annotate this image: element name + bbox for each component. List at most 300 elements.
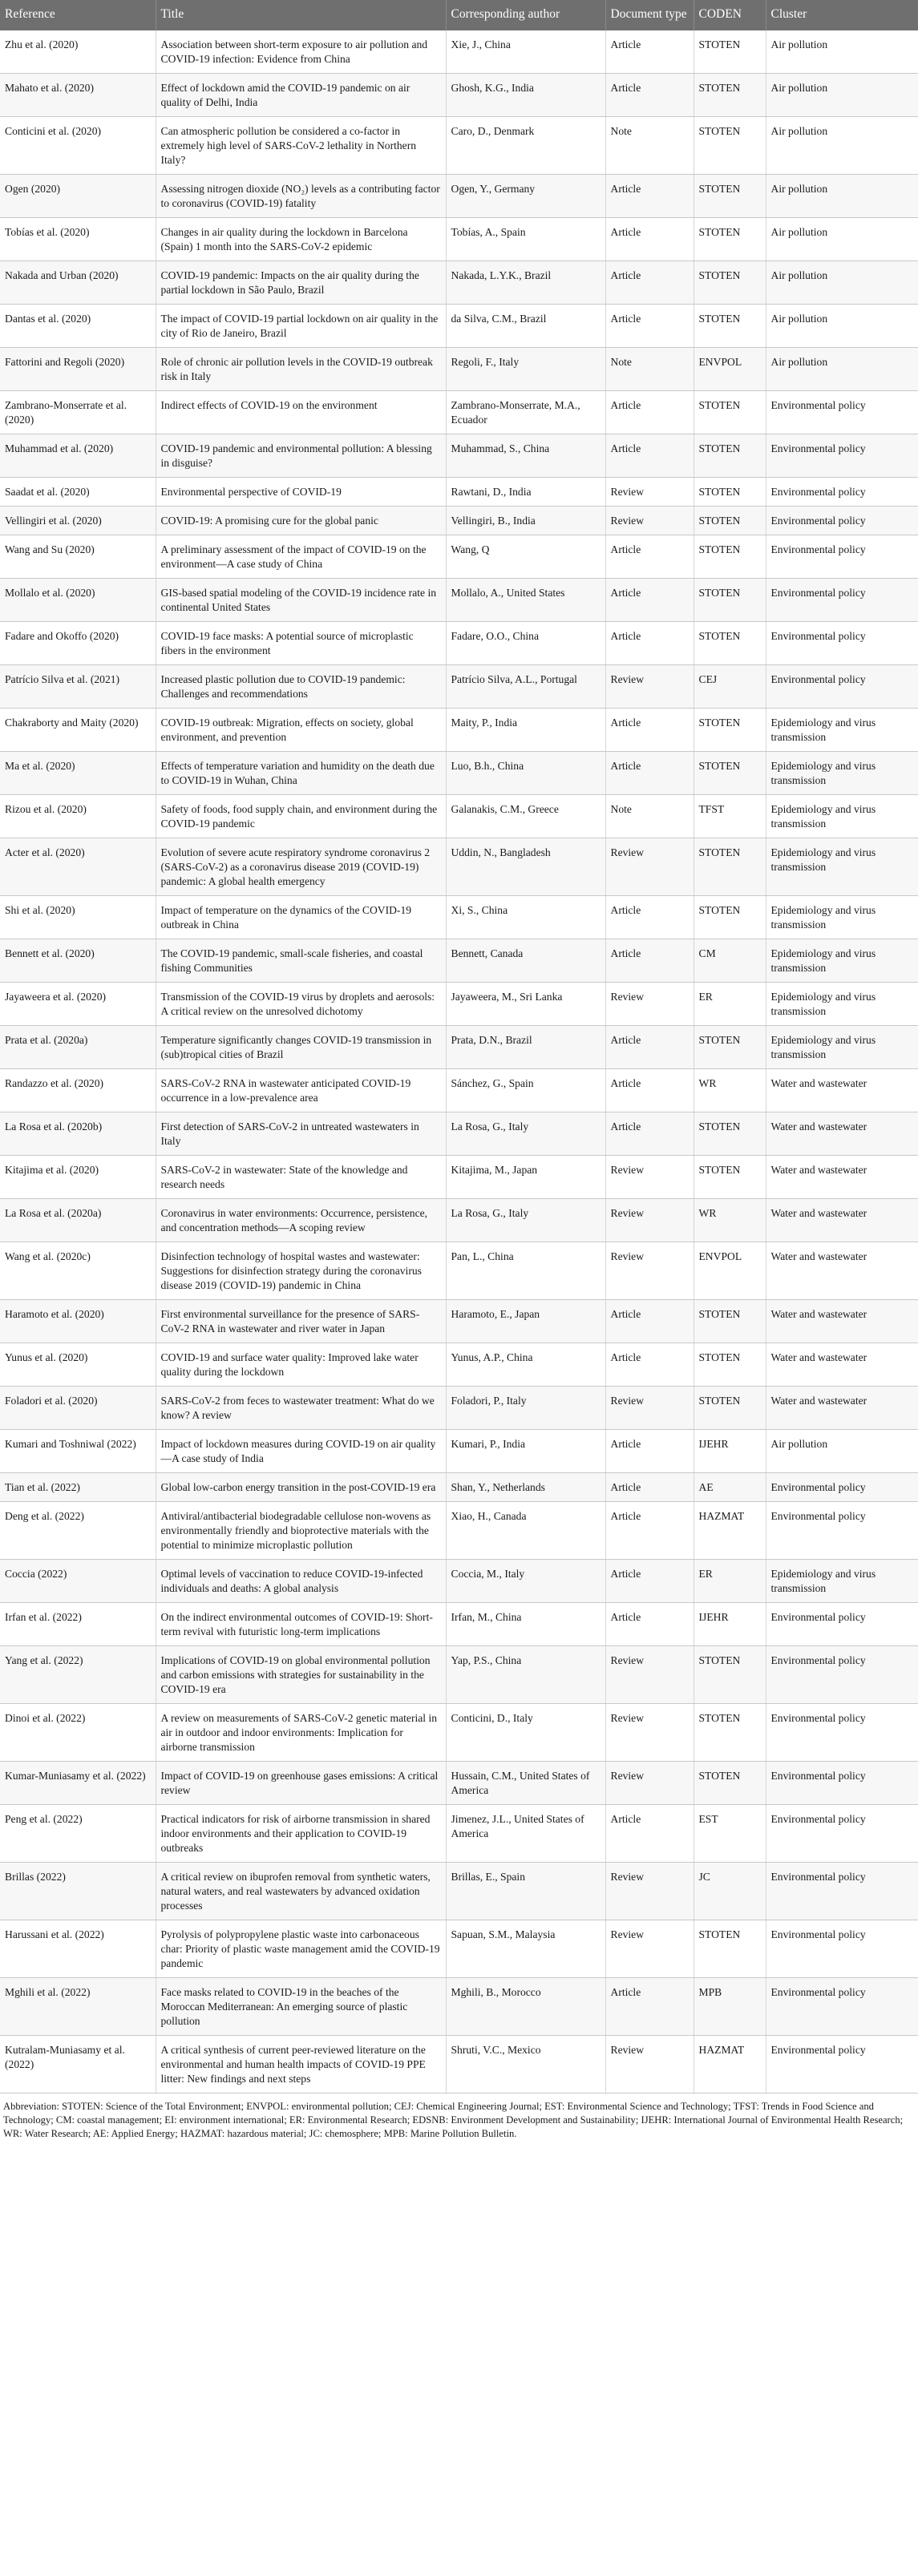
coden-cell: TFST (694, 795, 766, 838)
table-row (0, 1762, 918, 1805)
title-cell: Indirect effects of COVID-19 on the environment (156, 391, 446, 434)
coden-cell: STOTEN (694, 535, 766, 579)
corresponding-author-cell: Jayaweera, M., Sri Lanka (446, 983, 605, 1026)
cluster-cell: Epidemiology and virus transmission (766, 752, 918, 795)
cluster-cell: Epidemiology and virus transmission (766, 896, 918, 939)
coden-cell: STOTEN (694, 1026, 766, 1069)
document-type-cell: Article (605, 622, 694, 665)
header-row (0, 0, 918, 30)
coden-cell: STOTEN (694, 175, 766, 218)
document-type-cell: Review (605, 2036, 694, 2094)
reference-cell: Fadare and Okoffo (2020) (0, 622, 156, 665)
document-type-cell: Review (605, 1646, 694, 1704)
cluster-cell: Epidemiology and virus transmission (766, 709, 918, 752)
table-row (0, 795, 918, 838)
title-cell: Impact of lockdown measures during COVID-19 on air quality—A case study of India (156, 1430, 446, 1473)
corresponding-author-cell: Mollalo, A., United States (446, 579, 605, 622)
header-cluster: Cluster (766, 0, 918, 30)
reference-cell: Fattorini and Regoli (2020) (0, 348, 156, 391)
document-type-cell: Review (605, 478, 694, 507)
table-row (0, 896, 918, 939)
title-cell: Face masks related to COVID-19 in the beaches of the Moroccan Mediterranean: An emerging source of plastic pollution (156, 1978, 446, 2036)
table-body (0, 30, 918, 2094)
coden-cell: STOTEN (694, 30, 766, 74)
coden-cell: JC (694, 1863, 766, 1920)
corresponding-author-cell: Irfan, M., China (446, 1603, 605, 1646)
reference-cell: Peng et al. (2022) (0, 1805, 156, 1863)
table-row (0, 709, 918, 752)
document-type-cell: Article (605, 434, 694, 478)
coden-cell: WR (694, 1069, 766, 1112)
corresponding-author-cell: Rawtani, D., India (446, 478, 605, 507)
document-type-cell: Article (605, 175, 694, 218)
cluster-cell: Air pollution (766, 218, 918, 261)
cluster-cell: Environmental policy (766, 1762, 918, 1805)
coden-cell: ER (694, 1560, 766, 1603)
reference-cell: Shi et al. (2020) (0, 896, 156, 939)
corresponding-author-cell: La Rosa, G., Italy (446, 1112, 605, 1156)
table-row (0, 1978, 918, 2036)
table-row (0, 983, 918, 1026)
table-row (0, 2036, 918, 2094)
reference-cell: Kutralam-Muniasamy et al. (2022) (0, 2036, 156, 2094)
coden-cell: STOTEN (694, 1387, 766, 1430)
corresponding-author-cell: Sánchez, G., Spain (446, 1069, 605, 1112)
cluster-cell: Water and wastewater (766, 1069, 918, 1112)
corresponding-author-cell: Yap, P.S., China (446, 1646, 605, 1704)
coden-cell: STOTEN (694, 434, 766, 478)
table-row (0, 1473, 918, 1502)
reference-cell: Coccia (2022) (0, 1560, 156, 1603)
title-cell: A review on measurements of SARS-CoV-2 genetic material in air in outdoor and indoor environments: Implication for airborne transmission (156, 1704, 446, 1762)
document-type-cell: Article (605, 709, 694, 752)
document-type-cell: Article (605, 1300, 694, 1343)
table-row (0, 939, 918, 983)
table-row (0, 434, 918, 478)
corresponding-author-cell: Xi, S., China (446, 896, 605, 939)
corresponding-author-cell: Sapuan, S.M., Malaysia (446, 1920, 605, 1978)
document-type-cell: Article (605, 1473, 694, 1502)
title-cell: Coronavirus in water environments: Occurrence, persistence, and concentration methods—A scoping review (156, 1199, 446, 1242)
coden-cell: CEJ (694, 665, 766, 709)
document-type-cell: Review (605, 1156, 694, 1199)
reference-cell: Harussani et al. (2022) (0, 1920, 156, 1978)
corresponding-author-cell: Patrício Silva, A.L., Portugal (446, 665, 605, 709)
cluster-cell: Environmental policy (766, 1978, 918, 2036)
title-cell: Practical indicators for risk of airborne transmission in shared indoor environments and their application to COVID-19 outbreaks (156, 1805, 446, 1863)
cluster-cell: Epidemiology and virus transmission (766, 1026, 918, 1069)
title-cell: The COVID-19 pandemic, small-scale fisheries, and coastal fishing Communities (156, 939, 446, 983)
table-row (0, 348, 918, 391)
title-cell: On the indirect environmental outcomes of COVID-19: Short-term revival with futuristic long-term implications (156, 1603, 446, 1646)
table-row (0, 1560, 918, 1603)
document-type-cell: Review (605, 1704, 694, 1762)
cluster-cell: Epidemiology and virus transmission (766, 795, 918, 838)
document-type-cell: Note (605, 795, 694, 838)
coden-cell: STOTEN (694, 261, 766, 305)
title-cell: Can atmospheric pollution be considered a co-factor in extremely high level of SARS-CoV-2 lethality in Northern Italy? (156, 117, 446, 175)
title-cell: Optimal levels of vaccination to reduce COVID-19-infected individuals and deaths: A global analysis (156, 1560, 446, 1603)
coden-cell: IJEHR (694, 1430, 766, 1473)
cluster-cell: Environmental policy (766, 1502, 918, 1560)
header-coden: CODEN (694, 0, 766, 30)
reference-cell: Mghili et al. (2022) (0, 1978, 156, 2036)
coden-cell: STOTEN (694, 507, 766, 535)
cluster-cell: Epidemiology and virus transmission (766, 983, 918, 1026)
cluster-cell: Water and wastewater (766, 1300, 918, 1343)
table-row (0, 1343, 918, 1387)
document-type-cell: Article (605, 1603, 694, 1646)
corresponding-author-cell: La Rosa, G., Italy (446, 1199, 605, 1242)
coden-cell: CM (694, 939, 766, 983)
table-row (0, 478, 918, 507)
document-type-cell: Article (605, 1805, 694, 1863)
cluster-cell: Epidemiology and virus transmission (766, 1560, 918, 1603)
table-row (0, 261, 918, 305)
corresponding-author-cell: Prata, D.N., Brazil (446, 1026, 605, 1069)
document-type-cell: Article (605, 1978, 694, 2036)
title-cell: A critical review on ibuprofen removal from synthetic waters, natural waters, and real wastewaters by advanced oxidation processes (156, 1863, 446, 1920)
table-row (0, 752, 918, 795)
cluster-cell: Environmental policy (766, 1704, 918, 1762)
reference-cell: La Rosa et al. (2020a) (0, 1199, 156, 1242)
title-cell: Impact of COVID-19 on greenhouse gases emissions: A critical review (156, 1762, 446, 1805)
corresponding-author-cell: Nakada, L.Y.K., Brazil (446, 261, 605, 305)
header-document-type: Document type (605, 0, 694, 30)
title-cell: Association between short-term exposure to air pollution and COVID-19 infection: Evidence from China (156, 30, 446, 74)
document-type-cell: Review (605, 507, 694, 535)
coden-cell: STOTEN (694, 896, 766, 939)
document-type-cell: Article (605, 218, 694, 261)
coden-cell: HAZMAT (694, 1502, 766, 1560)
corresponding-author-cell: Pan, L., China (446, 1242, 605, 1300)
document-type-cell: Note (605, 117, 694, 175)
cluster-cell: Air pollution (766, 30, 918, 74)
coden-cell: STOTEN (694, 1762, 766, 1805)
coden-cell: STOTEN (694, 1112, 766, 1156)
reference-cell: Zhu et al. (2020) (0, 30, 156, 74)
reference-cell: Dinoi et al. (2022) (0, 1704, 156, 1762)
cluster-cell: Air pollution (766, 305, 918, 348)
table-row (0, 1069, 918, 1112)
coden-cell: ENVPOL (694, 348, 766, 391)
title-cell: COVID-19 and surface water quality: Improved lake water quality during the lockdown (156, 1343, 446, 1387)
coden-cell: STOTEN (694, 305, 766, 348)
document-type-cell: Review (605, 1242, 694, 1300)
coden-cell: EST (694, 1805, 766, 1863)
corresponding-author-cell: Yunus, A.P., China (446, 1343, 605, 1387)
table-row (0, 535, 918, 579)
title-cell: Impact of temperature on the dynamics of the COVID-19 outbreak in China (156, 896, 446, 939)
corresponding-author-cell: da Silva, C.M., Brazil (446, 305, 605, 348)
document-type-cell: Article (605, 305, 694, 348)
document-type-cell: Article (605, 1112, 694, 1156)
reference-cell: Deng et al. (2022) (0, 1502, 156, 1560)
reference-cell: Acter et al. (2020) (0, 838, 156, 896)
header-corresponding-author: Corresponding author (446, 0, 605, 30)
corresponding-author-cell: Bennett, Canada (446, 939, 605, 983)
cluster-cell: Epidemiology and virus transmission (766, 838, 918, 896)
document-type-cell: Review (605, 1762, 694, 1805)
coden-cell: STOTEN (694, 218, 766, 261)
coden-cell: STOTEN (694, 622, 766, 665)
corresponding-author-cell: Luo, B.h., China (446, 752, 605, 795)
table-row (0, 74, 918, 117)
reference-cell: Saadat et al. (2020) (0, 478, 156, 507)
cluster-cell: Air pollution (766, 117, 918, 175)
document-type-cell: Article (605, 752, 694, 795)
document-type-cell: Review (605, 665, 694, 709)
cluster-cell: Environmental policy (766, 1473, 918, 1502)
corresponding-author-cell: Tobías, A., Spain (446, 218, 605, 261)
document-type-cell: Article (605, 1026, 694, 1069)
title-cell: Environmental perspective of COVID-19 (156, 478, 446, 507)
coden-cell: STOTEN (694, 838, 766, 896)
table-row (0, 1646, 918, 1704)
cluster-cell: Water and wastewater (766, 1156, 918, 1199)
cluster-cell: Environmental policy (766, 507, 918, 535)
coden-cell: STOTEN (694, 579, 766, 622)
document-type-cell: Article (605, 896, 694, 939)
coden-cell: ENVPOL (694, 1242, 766, 1300)
document-type-cell: Review (605, 1920, 694, 1978)
coden-cell: STOTEN (694, 1156, 766, 1199)
title-cell: SARS-CoV-2 in wastewater: State of the knowledge and research needs (156, 1156, 446, 1199)
corresponding-author-cell: Conticini, D., Italy (446, 1704, 605, 1762)
table-row (0, 1199, 918, 1242)
table-row (0, 579, 918, 622)
coden-cell: STOTEN (694, 1646, 766, 1704)
title-cell: COVID-19 pandemic: Impacts on the air quality during the partial lockdown in São Paulo, Brazil (156, 261, 446, 305)
cluster-cell: Air pollution (766, 1430, 918, 1473)
reference-cell: Kitajima et al. (2020) (0, 1156, 156, 1199)
reference-cell: Kumari and Toshniwal (2022) (0, 1430, 156, 1473)
document-type-cell: Article (605, 939, 694, 983)
table-header (0, 0, 918, 30)
coden-cell: STOTEN (694, 1920, 766, 1978)
reference-cell: Mollalo et al. (2020) (0, 579, 156, 622)
corresponding-author-cell: Uddin, N., Bangladesh (446, 838, 605, 896)
coden-cell: WR (694, 1199, 766, 1242)
document-type-cell: Article (605, 30, 694, 74)
coden-cell: STOTEN (694, 391, 766, 434)
document-type-cell: Review (605, 1863, 694, 1920)
title-cell: SARS-CoV-2 from feces to wastewater treatment: What do we know? A review (156, 1387, 446, 1430)
cluster-cell: Water and wastewater (766, 1199, 918, 1242)
title-cell: Assessing nitrogen dioxide (NO₂) levels as a contributing factor to coronavirus (COVID-19) fatality (156, 175, 446, 218)
table-row (0, 30, 918, 74)
corresponding-author-cell: Xie, J., China (446, 30, 605, 74)
coden-cell: STOTEN (694, 709, 766, 752)
cluster-cell: Water and wastewater (766, 1387, 918, 1430)
cluster-cell: Environmental policy (766, 1920, 918, 1978)
table-row (0, 838, 918, 896)
coden-cell: STOTEN (694, 117, 766, 175)
coden-cell: MPB (694, 1978, 766, 2036)
table-row (0, 1112, 918, 1156)
coden-cell: STOTEN (694, 752, 766, 795)
reference-cell: Ma et al. (2020) (0, 752, 156, 795)
title-cell: COVID-19 face masks: A potential source of microplastic fibers in the environment (156, 622, 446, 665)
coden-cell: IJEHR (694, 1603, 766, 1646)
reference-cell: Yang et al. (2022) (0, 1646, 156, 1704)
title-cell: Increased plastic pollution due to COVID-19 pandemic: Challenges and recommendations (156, 665, 446, 709)
document-type-cell: Article (605, 1502, 694, 1560)
reference-cell: Wang and Su (2020) (0, 535, 156, 579)
table-row (0, 1300, 918, 1343)
corresponding-author-cell: Fadare, O.O., China (446, 622, 605, 665)
table-row (0, 1805, 918, 1863)
corresponding-author-cell: Coccia, M., Italy (446, 1560, 605, 1603)
reference-cell: Irfan et al. (2022) (0, 1603, 156, 1646)
corresponding-author-cell: Muhammad, S., China (446, 434, 605, 478)
corresponding-author-cell: Zambrano-Monserrate, M.A., Ecuador (446, 391, 605, 434)
title-cell: SARS-CoV-2 RNA in wastewater anticipated COVID-19 occurrence in a low-prevalence area (156, 1069, 446, 1112)
table-row (0, 1863, 918, 1920)
coden-cell: HAZMAT (694, 2036, 766, 2094)
document-type-cell: Article (605, 1560, 694, 1603)
corresponding-author-cell: Ghosh, K.G., India (446, 74, 605, 117)
cluster-cell: Air pollution (766, 74, 918, 117)
table-row (0, 1026, 918, 1069)
corresponding-author-cell: Caro, D., Denmark (446, 117, 605, 175)
coden-cell: STOTEN (694, 1300, 766, 1343)
table-row (0, 175, 918, 218)
table-row (0, 1430, 918, 1473)
corresponding-author-cell: Galanakis, C.M., Greece (446, 795, 605, 838)
table-row (0, 218, 918, 261)
title-cell: Safety of foods, food supply chain, and environment during the COVID-19 pandemic (156, 795, 446, 838)
document-type-cell: Article (605, 74, 694, 117)
cluster-cell: Water and wastewater (766, 1242, 918, 1300)
title-cell: Evolution of severe acute respiratory syndrome coronavirus 2 (SARS-CoV-2) as a coronavirus disease 2019 (COVID-19) pandemic: A global health emergency (156, 838, 446, 896)
reference-cell: Brillas (2022) (0, 1863, 156, 1920)
corresponding-author-cell: Foladori, P., Italy (446, 1387, 605, 1430)
header-title: Title (156, 0, 446, 30)
table-row (0, 1156, 918, 1199)
reference-cell: Chakraborty and Maity (2020) (0, 709, 156, 752)
title-cell: COVID-19 pandemic and environmental pollution: A blessing in disguise? (156, 434, 446, 478)
reference-cell: Zambrano-Monserrate et al. (2020) (0, 391, 156, 434)
cluster-cell: Epidemiology and virus transmission (766, 939, 918, 983)
corresponding-author-cell: Xiao, H., Canada (446, 1502, 605, 1560)
corresponding-author-cell: Kitajima, M., Japan (446, 1156, 605, 1199)
title-cell: Disinfection technology of hospital wastes and wastewater: Suggestions for disinfection strategy during the coronavirus disease 2019 (COVID-19) pandemic in China (156, 1242, 446, 1300)
title-cell: First detection of SARS-CoV-2 in untreated wastewaters in Italy (156, 1112, 446, 1156)
table-row (0, 1242, 918, 1300)
reference-cell: La Rosa et al. (2020b) (0, 1112, 156, 1156)
title-cell: Effect of lockdown amid the COVID-19 pandemic on air quality of Delhi, India (156, 74, 446, 117)
title-cell: GIS-based spatial modeling of the COVID-19 incidence rate in continental United States (156, 579, 446, 622)
title-cell: The impact of COVID-19 partial lockdown on air quality in the city of Rio de Janeiro, Brazil (156, 305, 446, 348)
cluster-cell: Environmental policy (766, 2036, 918, 2094)
table-row (0, 507, 918, 535)
reference-cell: Jayaweera et al. (2020) (0, 983, 156, 1026)
table-row (0, 622, 918, 665)
document-type-cell: Review (605, 983, 694, 1026)
cluster-cell: Environmental policy (766, 622, 918, 665)
coden-cell: STOTEN (694, 74, 766, 117)
cluster-cell: Environmental policy (766, 1805, 918, 1863)
table-row (0, 1920, 918, 1978)
header-reference: Reference (0, 0, 156, 30)
reference-cell: Ogen (2020) (0, 175, 156, 218)
corresponding-author-cell: Haramoto, E., Japan (446, 1300, 605, 1343)
cluster-cell: Environmental policy (766, 391, 918, 434)
title-cell: First environmental surveillance for the presence of SARS-CoV-2 RNA in wastewater and river water in Japan (156, 1300, 446, 1343)
table-row (0, 1502, 918, 1560)
reference-cell: Patrício Silva et al. (2021) (0, 665, 156, 709)
cluster-cell: Environmental policy (766, 1646, 918, 1704)
reference-cell: Mahato et al. (2020) (0, 74, 156, 117)
cluster-cell: Environmental policy (766, 665, 918, 709)
document-type-cell: Article (605, 1069, 694, 1112)
corresponding-author-cell: Mghili, B., Morocco (446, 1978, 605, 2036)
coden-cell: ER (694, 983, 766, 1026)
reference-cell: Kumar-Muniasamy et al. (2022) (0, 1762, 156, 1805)
title-cell: Pyrolysis of polypropylene plastic waste into carbonaceous char: Priority of plastic waste management amid the COVID-19 pandemic (156, 1920, 446, 1978)
document-type-cell: Review (605, 1387, 694, 1430)
corresponding-author-cell: Regoli, F., Italy (446, 348, 605, 391)
coden-cell: STOTEN (694, 1704, 766, 1762)
title-cell: Implications of COVID-19 on global environmental pollution and carbon emissions with strategies for sustainability in the COVID-19 era (156, 1646, 446, 1704)
document-type-cell: Article (605, 391, 694, 434)
corresponding-author-cell: Shruti, V.C., Mexico (446, 2036, 605, 2094)
title-cell: Effects of temperature variation and humidity on the death due to COVID-19 in Wuhan, China (156, 752, 446, 795)
reference-cell: Haramoto et al. (2020) (0, 1300, 156, 1343)
title-cell: Transmission of the COVID-19 virus by droplets and aerosols: A critical review on the unresolved dichotomy (156, 983, 446, 1026)
reference-cell: Tian et al. (2022) (0, 1473, 156, 1502)
cluster-cell: Air pollution (766, 348, 918, 391)
cluster-cell: Environmental policy (766, 434, 918, 478)
document-type-cell: Article (605, 261, 694, 305)
cluster-cell: Air pollution (766, 175, 918, 218)
table-row (0, 665, 918, 709)
coden-cell: STOTEN (694, 478, 766, 507)
title-cell: Changes in air quality during the lockdown in Barcelona (Spain) 1 month into the SARS-CoV-2 epidemic (156, 218, 446, 261)
corresponding-author-cell: Ogen, Y., Germany (446, 175, 605, 218)
corresponding-author-cell: Shan, Y., Netherlands (446, 1473, 605, 1502)
cluster-cell: Water and wastewater (766, 1343, 918, 1387)
cluster-cell: Environmental policy (766, 478, 918, 507)
title-cell: A critical synthesis of current peer-reviewed literature on the environmental and human health impacts of COVID-19 PPE litter: New findings and next steps (156, 2036, 446, 2094)
title-cell: Antiviral/antibacterial biodegradable cellulose non-wovens as environmentally friendly and bioprotective materials with the potential to minimize microplastic pollution (156, 1502, 446, 1560)
table-row (0, 117, 918, 175)
reference-cell: Randazzo et al. (2020) (0, 1069, 156, 1112)
corresponding-author-cell: Jimenez, J.L., United States of America (446, 1805, 605, 1863)
title-cell: A preliminary assessment of the impact of COVID-19 on the environment—A case study of China (156, 535, 446, 579)
reference-cell: Prata et al. (2020a) (0, 1026, 156, 1069)
reference-cell: Tobías et al. (2020) (0, 218, 156, 261)
table-row (0, 1603, 918, 1646)
corresponding-author-cell: Hussain, C.M., United States of America (446, 1762, 605, 1805)
title-cell: Role of chronic air pollution levels in the COVID-19 outbreak risk in Italy (156, 348, 446, 391)
table-row (0, 1387, 918, 1430)
document-type-cell: Review (605, 838, 694, 896)
cluster-cell: Water and wastewater (766, 1112, 918, 1156)
title-cell: COVID-19 outbreak: Migration, effects on society, global environment, and prevention (156, 709, 446, 752)
reference-cell: Rizou et al. (2020) (0, 795, 156, 838)
reference-cell: Yunus et al. (2020) (0, 1343, 156, 1387)
cluster-cell: Environmental policy (766, 535, 918, 579)
reference-cell: Vellingiri et al. (2020) (0, 507, 156, 535)
document-type-cell: Article (605, 535, 694, 579)
corresponding-author-cell: Wang, Q (446, 535, 605, 579)
reference-cell: Dantas et al. (2020) (0, 305, 156, 348)
corresponding-author-cell: Maity, P., India (446, 709, 605, 752)
reference-cell: Conticini et al. (2020) (0, 117, 156, 175)
table-row (0, 1704, 918, 1762)
